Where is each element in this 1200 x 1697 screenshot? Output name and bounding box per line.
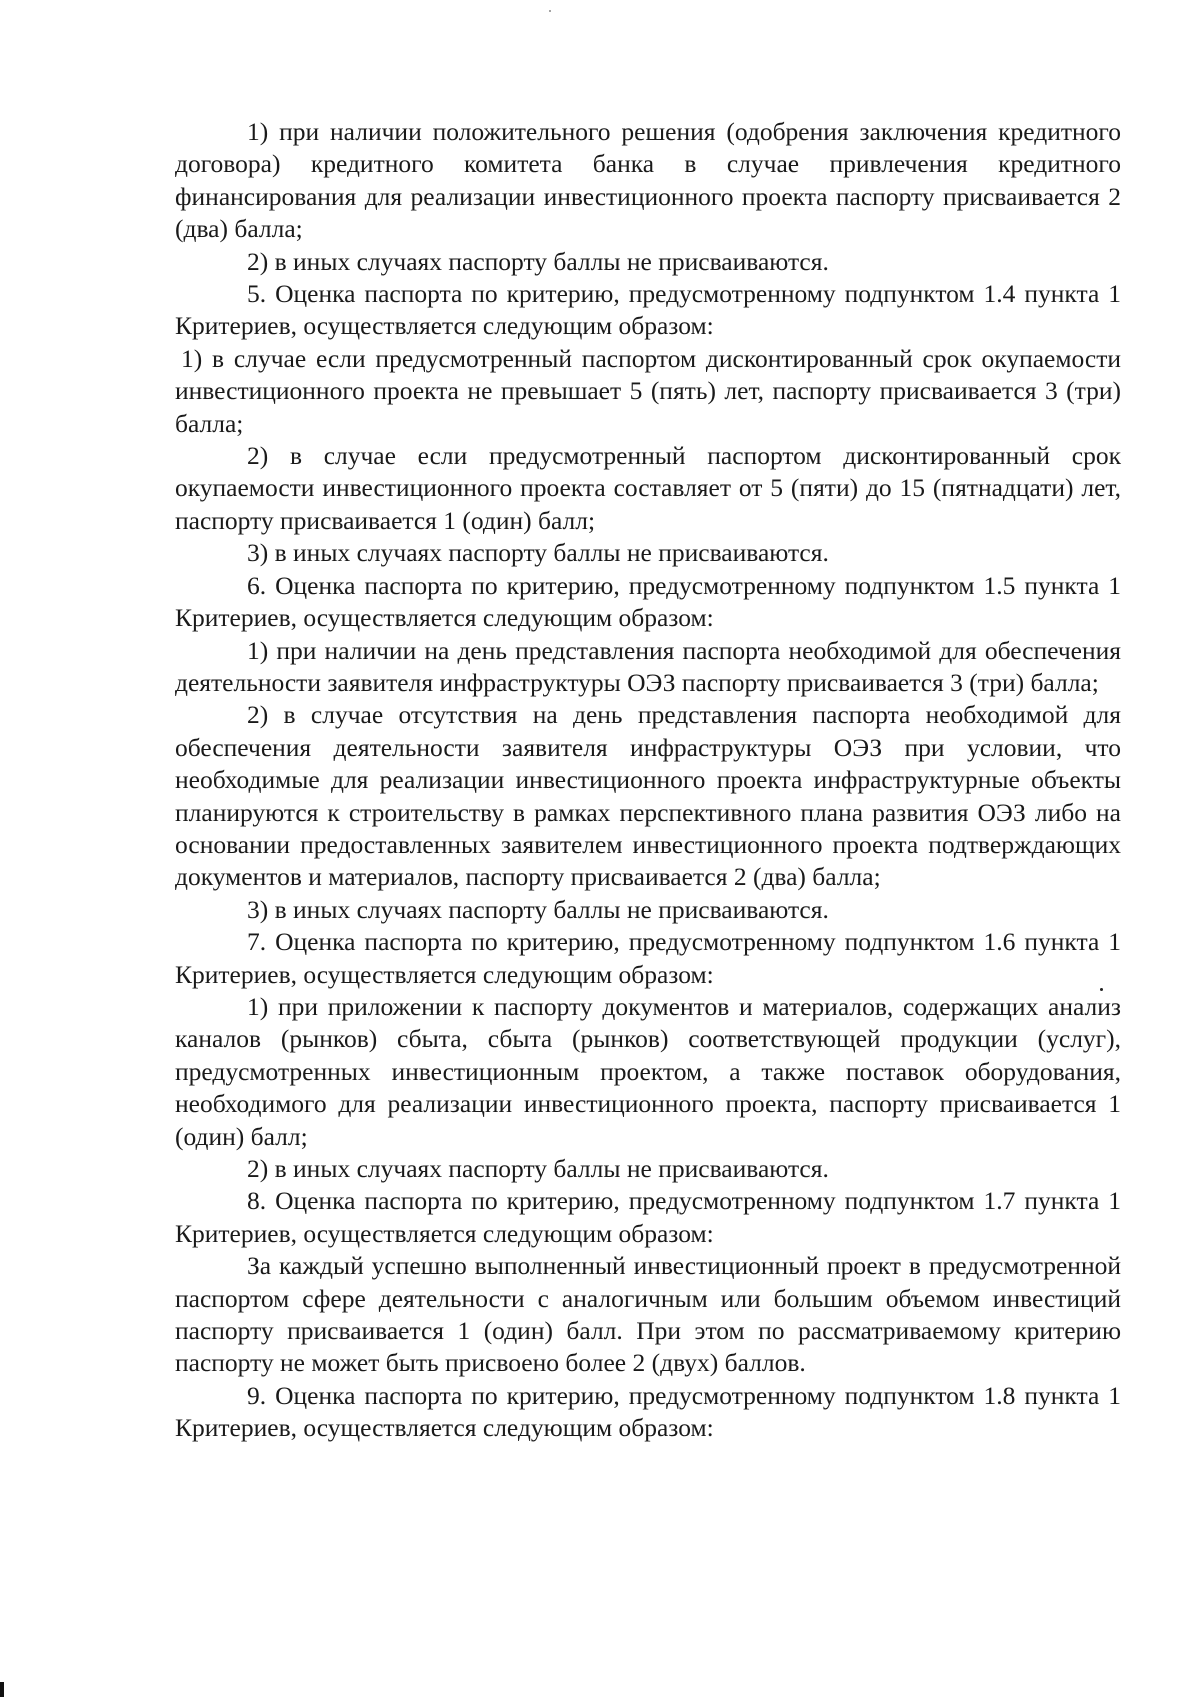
scan-edge-mark: [0, 1682, 4, 1697]
paragraph-6-item-3: 3) в иных случаях паспорту баллы не присваиваются.: [247, 894, 829, 924]
paragraph-6-heading: 6. Оценка паспорта по критерию, предусмотренному подпунктом 1.5 пункта 1 Критериев, осуществляется следующим образом:: [175, 570, 1121, 633]
paragraph-5-heading: 5. Оценка паспорта по критерию, предусмотренному подпунктом 1.4 пункта 1 Критериев, осуществляется следующим образом:: [175, 279, 1121, 341]
paragraph-5-item-1: 1) в случае если предусмотренный паспортом дисконтированный срок окупаемости инвестиционного проекта не превышает 5 (пять) лет, паспорту присваивается 3 (три) балла;: [175, 343, 1121, 438]
paragraph-7-heading: 7. Оценка паспорта по критерию, предусмотренному подпунктом 1.6 пункта 1 Критериев, осуществляется следующим образом:: [175, 927, 1121, 989]
paragraph-6-item-2: 2) в случае отсутствия на день представления паспорта необходимой для обеспечения деятельности заявителя инфраструктуры ОЭЗ при условии, что необходимые для реализации инвестиционного проекта инфраструктурные объекты планируются к строительству в рамках перспективного плана развития ОЭЗ либо на основании предоставленных заявителем инвестиционного проекта подтверждающих документов и материалов, паспорту присваивается 2 (два) балла;: [175, 700, 1121, 892]
paragraph-5-item-2: 2) в случае если предусмотренный паспортом дисконтированный срок окупаемости инвестиционного проекта составляет от 5 (пяти) до 15 (пятнадцати) лет, паспорту присваивается 1 (один) балл;: [175, 441, 1121, 535]
paragraph-5-item-3: 3) в иных случаях паспорту баллы не присваиваются.: [247, 538, 829, 568]
paragraph-4-item-1: 1) при наличии положительного решения (одобрения заключения кредитного договора) кредитного комитета банка в случае привлечения кредитного финансирования для реализации инвестиционного проекта паспорту присваивается 2 (два) балла;: [175, 117, 1121, 244]
scan-speck: [549, 10, 551, 12]
paragraph-4-item-2: 2) в иных случаях паспорту баллы не присваиваются.: [247, 246, 829, 276]
scan-speck: [1100, 988, 1103, 991]
paragraph-8-body: За каждый успешно выполненный инвестиционный проект в предусмотренной паспортом сфере деятельности с аналогичным или большим объемом инвестиций паспорту присваивается 1 (один) балл. При этом по рассматриваемому критерию паспорту не может быть присвоено более 2 (двух) баллов.: [175, 1251, 1121, 1378]
paragraph-7-item-2: 2) в иных случаях паспорту баллы не присваиваются.: [247, 1154, 829, 1183]
paragraph-9-heading: 9. Оценка паспорта по критерию, предусмотренному подпунктом 1.8 пункта 1 Критериев, осуществляется следующим образом:: [175, 1380, 1121, 1443]
paragraph-7-item-1: 1) при приложении к паспорту документов и материалов, содержащих анализ каналов (рынков) сбыта, сбыта (рынков) соответствующей продукции (услуг), предусмотренных инвестиционным проектом, а также поставок оборудования, необходимого для реализации инвестиционного проекта, паспорту присваивается 1 (один) балл;: [175, 991, 1121, 1151]
document-body: [175, 116, 1121, 1445]
paragraph-8-heading: 8. Оценка паспорта по критерию, предусмотренному подпунктом 1.7 пункта 1 Критериев, осуществляется следующим образом:: [175, 1186, 1121, 1248]
paragraph-6-item-1: 1) при наличии на день представления паспорта необходимой для обеспечения деятельности заявителя инфраструктуры ОЭЗ паспорту присваивается 3 (три) балла;: [175, 635, 1121, 697]
